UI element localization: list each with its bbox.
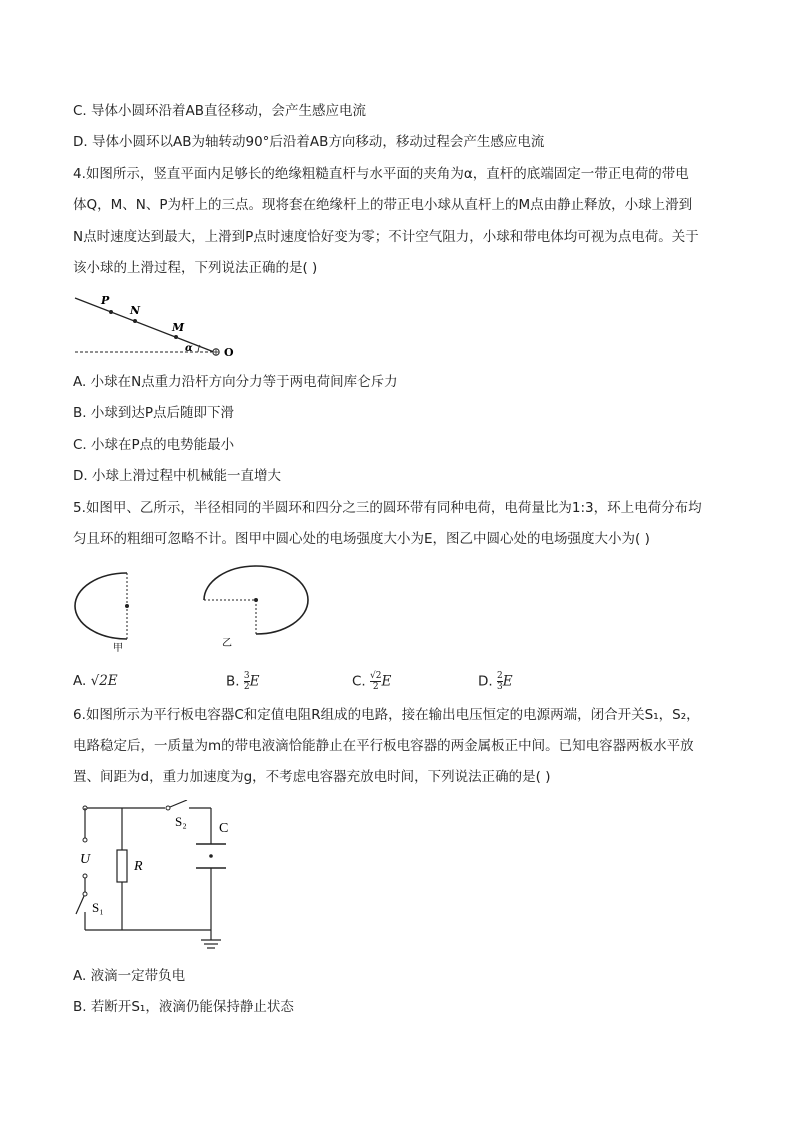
option-c-suffix: E	[381, 673, 392, 690]
option-d-numerator: 2	[496, 671, 503, 681]
resistor-r	[117, 850, 127, 882]
option-c-denominator: 2	[370, 681, 381, 692]
label-m: M	[172, 321, 185, 334]
option-c-fraction	[370, 671, 381, 692]
figure-q5-yi-three-quarter-circle	[198, 560, 318, 655]
center-point	[254, 598, 258, 602]
question-6-line-3: 置、间距为d，重力加速度为g，不考虑电容器充放电时间，下列说法正确的是( )	[73, 769, 551, 785]
switch-s1-blade	[76, 896, 84, 914]
figure-q5-jia-semicircle	[70, 565, 140, 655]
label-jia: 甲	[113, 643, 123, 654]
question-6-option-a: A. 液滴一定带负电	[73, 968, 186, 984]
center-point	[125, 604, 129, 608]
droplet-dot	[209, 854, 213, 858]
option-b-suffix: E	[249, 673, 260, 690]
label-p: P	[101, 294, 110, 307]
label-r: R	[134, 859, 143, 874]
question-4-line-3: N点时速度达到最大，上滑到P点时速度恰好变为零；不计空气阻力，小球和带电体均可视为点电荷。关于	[73, 229, 699, 245]
figure-q4-inclined-rod	[72, 290, 242, 360]
label-o: O	[224, 346, 234, 359]
option-d-suffix: E	[502, 673, 513, 690]
label-s1: S₁	[92, 900, 104, 915]
question-5-option-b	[226, 671, 259, 692]
question-6-line-1: 6.如图所示为平行板电容器C和定值电阻R组成的电路，接在输出电压恒定的电源两端，闭合开关S₁，S₂，	[73, 707, 700, 723]
terminal-u-bottom	[83, 874, 87, 878]
terminal-u-top	[83, 838, 87, 842]
label-u: U	[80, 852, 91, 867]
option-a-value: √2E	[90, 673, 118, 689]
switch-s2-blade	[170, 800, 187, 807]
point-n	[133, 319, 137, 323]
option-c-numerator: √2	[370, 671, 382, 681]
label-alpha: α	[185, 343, 193, 354]
question-4-line-4: 该小球的上滑过程，下列说法正确的是( )	[73, 260, 318, 276]
label-s2: S₂	[175, 814, 187, 829]
point-m	[174, 335, 178, 339]
question-4-line-2: 体Q，M、N、P为杆上的三点。现将套在绝缘杆上的带正电小球从直杆上的M点由静止释放，小球上滑到	[73, 197, 693, 213]
question-5-option-c	[352, 671, 391, 692]
option-d-prefix: D.	[478, 673, 493, 690]
question-4-option-a: A. 小球在N点重力沿杆方向分力等于两电荷间库仑斥力	[73, 374, 398, 390]
option-a-prefix: A.	[73, 673, 87, 689]
question-4-option-b: B. 小球到达P点后随即下滑	[73, 405, 234, 421]
option-3c: C. 导体小圆环沿着AB直径移动，会产生感应电流	[73, 103, 367, 119]
point-p	[109, 310, 113, 314]
question-6-line-2: 电路稳定后，一质量为m的带电液滴恰能静止在平行板电容器的两金属板正中间。已知电容器两板水平放	[73, 738, 694, 754]
label-c: C	[219, 821, 229, 836]
question-5-option-d	[478, 671, 513, 692]
option-3d: D. 导体小圆环以AB为轴转动90°后沿着AB方向移动，移动过程会产生感应电流	[73, 134, 545, 150]
semicircle-arc	[75, 573, 127, 639]
label-n: N	[130, 304, 141, 317]
option-b-numerator: 3	[243, 671, 250, 681]
question-6-option-b: B. 若断开S₁，液滴仍能保持静止状态	[73, 999, 294, 1015]
option-b-prefix: B.	[226, 673, 240, 690]
switch-s2-pivot	[166, 806, 170, 810]
question-4-option-d: D. 小球上滑过程中机械能一直增大	[73, 468, 281, 484]
rod-line	[75, 298, 214, 352]
option-d-denominator: 3	[496, 682, 503, 692]
label-yi: 乙	[222, 638, 232, 649]
option-c-prefix: C.	[352, 673, 366, 690]
question-5-line-2: 匀且环的粗细可忽略不计。图甲中圆心处的电场强度大小为E，图乙中圆心处的电场强度大小为( )	[73, 531, 650, 547]
question-4-option-c: C. 小球在P点的电势能最小	[73, 437, 235, 453]
question-5-line-1: 5.如图甲、乙所示，半径相同的半圆环和四分之三的圆环带有同种电荷，电荷量比为1:3，环上电荷分布均	[73, 500, 702, 516]
switch-s1-pivot-top	[83, 892, 87, 896]
option-b-denominator: 2	[243, 682, 250, 692]
question-5-option-a	[73, 671, 118, 691]
question-4-line-1: 4.如图所示，竖直平面内足够长的绝缘粗糙直杆与水平面的夹角为α，直杆的底端固定一带正电荷的带电	[73, 166, 689, 182]
figure-q6-circuit	[72, 800, 242, 958]
